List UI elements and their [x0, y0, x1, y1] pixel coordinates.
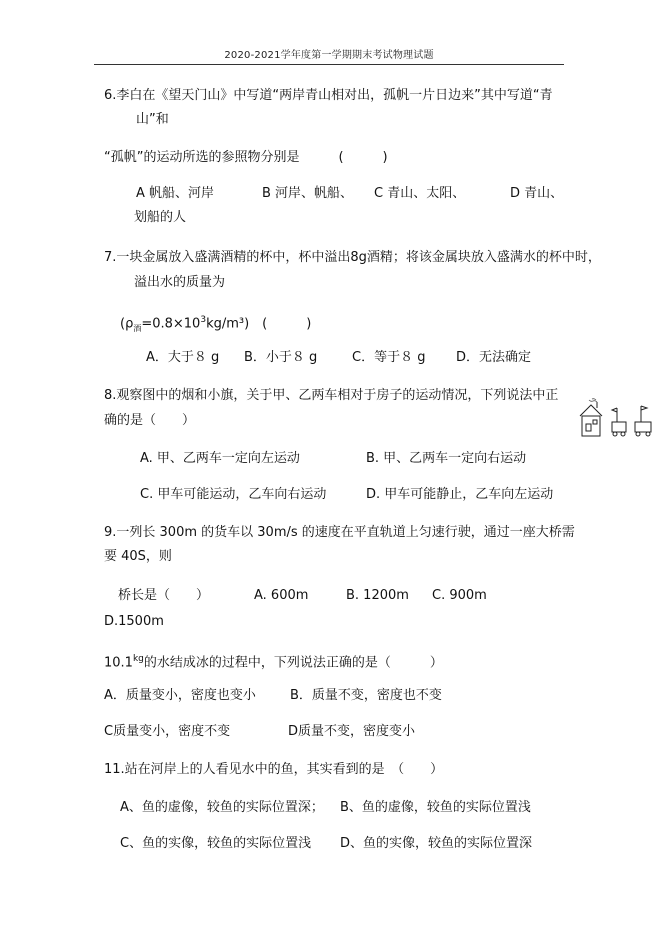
q6-option-d-cont: 划船的人: [134, 210, 187, 225]
q6-stem-line2: 山”和: [136, 112, 169, 127]
q10-option-a: A．质量变小，密度也变小: [104, 688, 256, 703]
q7-rho-sub: 酒: [133, 323, 142, 333]
q9-stem-line3: 桥长是（ ）: [118, 588, 210, 603]
q9-stem-line2: 要 40S，则: [104, 549, 172, 564]
q8-option-b: B. 甲、乙两车一定向右运动: [366, 451, 527, 466]
q7-rho-value: =0.8×10: [141, 316, 201, 332]
q7-density-note: [120, 312, 311, 337]
q10-option-c: C质量变小，密度不变: [104, 724, 231, 739]
q9-option-c: C. 900m: [432, 588, 487, 603]
q8-option-a: A. 甲、乙两车一定向左运动: [140, 451, 300, 466]
q9-option-d: D.1500m: [104, 614, 164, 629]
q11-option-b: B、鱼的虚像，较鱼的实际位置浅: [340, 800, 531, 815]
q7-rho: (ρ: [120, 316, 134, 332]
q11-option-a: A、鱼的虚像，较鱼的实际位置深；: [120, 800, 324, 815]
q9-option-a: A. 600m: [254, 588, 309, 603]
smoke-icon: [589, 399, 597, 402]
q7-stem-line1: 7.一块金属放入盛满酒精的杯中，杯中溢出8g酒精；将该金属块放入盛满水的杯中时，: [104, 250, 601, 265]
q8-stem-line2: 确的是（ ）: [104, 413, 196, 428]
q11-stem: 11.站在河岸上的人看见水中的鱼，其实看到的是 （ ）: [104, 762, 444, 777]
q6-option-d: D 青山、: [510, 186, 564, 201]
q6-stem-line1: 6.李白在《望天门山》中写道“两岸青山相对出，孤帆一片日边来”其中写道“青: [104, 88, 553, 103]
q10-stem-post: 的水结成冰的过程中，下列说法正确的是（ ）: [143, 655, 443, 671]
q6-stem-line3: “孤帆”的运动所选的参照物分别是 ( ): [104, 150, 388, 165]
q8-option-d: D. 甲车可能静止，乙车向左运动: [366, 487, 554, 502]
q6-option-b: B 河岸、帆船、: [262, 186, 354, 201]
q7-stem-line2: 溢出水的质量为: [134, 275, 226, 290]
q10-stem-unit: kg: [132, 654, 144, 664]
q7-rho-exp: 3: [200, 315, 207, 325]
q9-stem-line1: 9.一列长 300m 的货车以 30m/s 的速度在平直轨道上匀速行驶，通过一座大桥需: [104, 525, 575, 540]
q11-option-d: D、鱼的实像，较鱼的实际位置深: [340, 836, 533, 851]
q8-stem-line1: 8.观察图中的烟和小旗，关于甲、乙两车相对于房子的运动情况，下列说法中正: [104, 388, 559, 403]
car-jia-icon: [612, 408, 626, 436]
q7-option-d: D．无法确定: [456, 350, 532, 365]
q7-option-a: A．大于８ g: [146, 350, 220, 365]
house-cars-figure: [577, 396, 657, 440]
q6-option-c: C 青山、太阳、: [374, 186, 466, 201]
page-header: 2020-2021学年度第一学期期末考试物理试题: [224, 50, 434, 61]
house-icon: [580, 402, 602, 436]
q7-option-c: C．等于８ g: [352, 350, 426, 365]
q10-stem-pre: 10.1: [104, 655, 133, 671]
car-yi-icon: [635, 406, 651, 436]
q8-option-c: C. 甲车可能运动，乙车向右运动: [140, 487, 327, 502]
q10-stem: [104, 651, 443, 671]
q6-option-a: A 帆船、河岸: [136, 186, 215, 201]
q10-option-b: B．质量不变，密度也不变: [290, 688, 442, 703]
q11-option-c: C、鱼的实像，较鱼的实际位置浅: [120, 836, 312, 851]
header-rule: [94, 64, 564, 65]
q9-option-b: B. 1200m: [346, 588, 409, 603]
q7-option-b: B．小于８ g: [244, 350, 318, 365]
q7-rho-unit: kg/m³) ( ): [206, 316, 312, 332]
q10-option-d: D质量不变，密度变小: [288, 724, 416, 739]
